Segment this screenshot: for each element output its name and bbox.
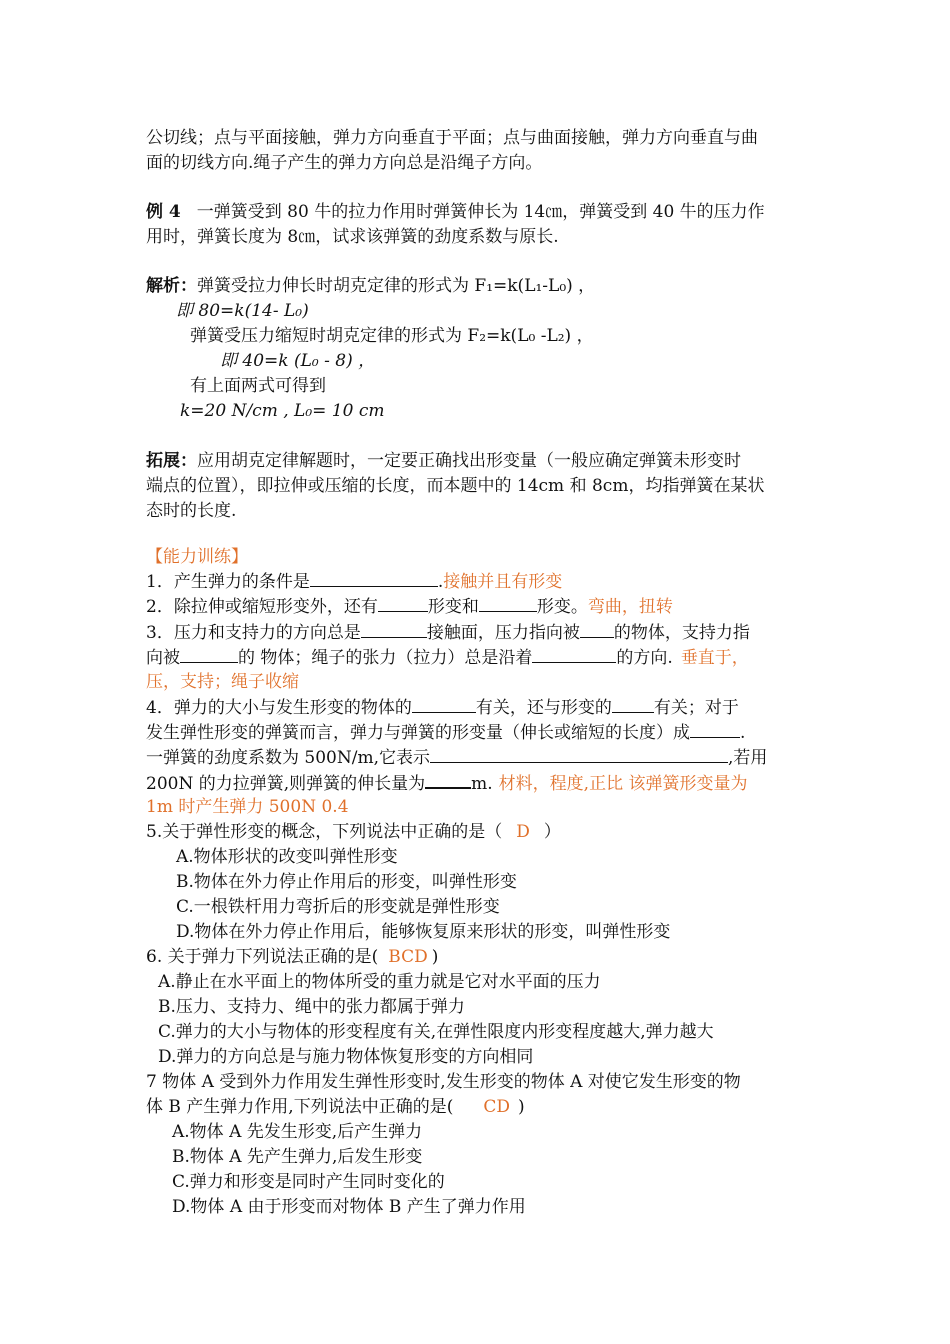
q1-answer: 接触并且有形变 bbox=[443, 572, 563, 592]
q2-answer: 弯曲，扭转 bbox=[587, 597, 673, 617]
q6-stem: 6. 关于弹力下列说法正确的是( bbox=[146, 947, 379, 967]
extension-line-2: 端点的位置），即拉伸或压缩的长度，而本题中的 14cm 和 8cm，均指弹簧在某状 bbox=[146, 476, 765, 496]
q6-option-c: C.弹力的大小与物体的形变程度有关,在弹性限度内形变程度越大,弹力越大 bbox=[158, 1022, 714, 1042]
q7-option-c: C.弹力和形变是同时产生同时变化的 bbox=[172, 1172, 445, 1192]
q4-text-h: m. bbox=[471, 774, 493, 794]
q2-text-a: 2．除拉伸或缩短形变外，还有 bbox=[146, 597, 378, 617]
q4-blank-3 bbox=[690, 720, 740, 738]
question-4-line-4 bbox=[146, 770, 747, 796]
question-3-line-2 bbox=[146, 645, 749, 670]
q5-option-b: B.物体在外力停止作用后的形变，叫弹性形变 bbox=[176, 872, 517, 892]
q4-text-g: 200N 的力拉弹簧,则弹簧的伸长量为 bbox=[146, 774, 426, 794]
q4-blank-2 bbox=[612, 695, 654, 713]
intro-line-2: 面的切线方向.绳子产生的弹力方向总是沿绳子方向。 bbox=[146, 153, 543, 173]
solution-line-4: 即 40=k (L₀ - 8) ， bbox=[220, 351, 376, 371]
question-6-stem bbox=[146, 945, 438, 969]
q7-close: ) bbox=[517, 1097, 525, 1117]
q4-text-b: 有关，还与形变的 bbox=[475, 698, 612, 718]
solution-line-6: k=20 N/cm , L₀= 10 cm bbox=[180, 401, 385, 421]
q7-answer: CD bbox=[483, 1097, 510, 1117]
q4-text-d: 发生弹性形变的弹簧而言，弹力与弹簧的形变量（伸长或缩短的长度）成 bbox=[146, 723, 690, 743]
solution-line-2: 即 80=k(14- L₀) bbox=[176, 301, 309, 321]
question-5-stem bbox=[146, 820, 561, 844]
solution-line-3: 弹簧受压力缩短时胡克定律的形式为 F₂=k(L₀ -L₂) ， bbox=[190, 326, 594, 346]
solution-line-1 bbox=[146, 274, 595, 298]
q4-answer-2: 1m 时产生弹力 500N 0.4 bbox=[146, 797, 349, 817]
example-4-line-2: 用时，弹簧长度为 8㎝，试求该弹簧的劲度系数与原长. bbox=[146, 227, 559, 247]
q6-close: ) bbox=[431, 947, 439, 967]
q3-answer-1: 垂直于， bbox=[680, 648, 749, 668]
question-2 bbox=[146, 594, 673, 619]
question-1 bbox=[146, 569, 562, 594]
q1-end: . bbox=[437, 572, 444, 592]
q4-blank-1 bbox=[412, 695, 476, 713]
solution-line-5: 有上面两式可得到 bbox=[190, 376, 326, 396]
question-7-stem bbox=[146, 1095, 525, 1119]
q6-option-a: A.静止在水平面上的物体所受的重力就是它对水平面的压力 bbox=[158, 972, 601, 992]
q3-text-f: 的方向. bbox=[616, 648, 673, 668]
example-text-1: 一弹簧受到 80 牛的拉力作用时弹簧伸长为 14㎝，弹簧受到 40 牛的压力作 bbox=[196, 202, 765, 222]
solution-text-1: 弹簧受拉力伸长时胡克定律的形式为 F₁=k(L₁-L₀) ， bbox=[197, 276, 596, 296]
q3-text-a: 3．压力和支持力的方向总是 bbox=[146, 623, 361, 643]
q3-text-c: 的物体，支持力指 bbox=[613, 623, 750, 643]
q3-blank-1 bbox=[361, 620, 427, 638]
intro-line-1: 公切线；点与平面接触，弹力方向垂直于平面；点与曲面接触，弹力方向垂直与曲 bbox=[146, 128, 758, 148]
question-7-line-1: 7 物体 A 受到外力作用发生弹性形变时,发生形变的物体 A 对使它发生形变的物 bbox=[146, 1072, 741, 1092]
q5-option-a: A.物体形状的改变叫弹性形变 bbox=[176, 847, 398, 867]
q6-option-d: D.弹力的方向总是与施力物体恢复形变的方向相同 bbox=[158, 1047, 534, 1067]
q4-text-c: 有关；对于 bbox=[653, 698, 739, 718]
q5-option-d: D.物体在外力停止作用后，能够恢复原来形状的形变，叫弹性形变 bbox=[176, 922, 671, 942]
q2-text-b: 形变和 bbox=[427, 597, 479, 617]
q4-text-f: ,若用 bbox=[727, 748, 768, 768]
q7-stem: 体 B 产生弹力作用,下列说法中正确的是( bbox=[146, 1097, 454, 1117]
q1-blank bbox=[310, 569, 438, 587]
q3-text-d: 向被 bbox=[146, 648, 180, 668]
question-4-line-3 bbox=[146, 745, 767, 770]
q6-option-b: B.压力、支持力、绳中的张力都属于弹力 bbox=[158, 997, 465, 1017]
q4-blank-5 bbox=[425, 770, 471, 789]
extension-text-1: 应用胡克定律解题时，一定要正确找出形变量（一般应确定弹簧未形变时 bbox=[197, 451, 741, 471]
extension-line-1 bbox=[146, 449, 741, 473]
q7-option-a: A.物体 A 先发生形变,后产生弹力 bbox=[172, 1122, 423, 1142]
q2-text-c: 形变。 bbox=[536, 597, 588, 617]
example-label: 例 4 bbox=[146, 202, 181, 222]
q6-answer: BCD bbox=[388, 947, 428, 967]
q4-blank-4 bbox=[430, 745, 728, 763]
q5-close: ） bbox=[543, 822, 561, 842]
example-4-line-1 bbox=[146, 200, 765, 224]
q4-answer-1: 材料，程度,正比 该弹簧形变量为 bbox=[498, 774, 748, 794]
training-header: 【能力训练】 bbox=[146, 547, 248, 567]
q3-blank-3 bbox=[180, 645, 238, 663]
q2-blank-2 bbox=[479, 594, 537, 612]
q5-option-c: C.一根铁杆用力弯折后的形变就是弹性形变 bbox=[176, 897, 500, 917]
q4-text-a: 4．弹力的大小与发生形变的物体的 bbox=[146, 698, 412, 718]
q3-answer-2: 压，支持；绳子收缩 bbox=[146, 672, 299, 692]
solution-label: 解析： bbox=[146, 276, 197, 296]
q5-stem: 5.关于弹性形变的概念，下列说法中正确的是（ bbox=[146, 822, 503, 842]
q7-option-d: D.物体 A 由于形变而对物体 B 产生了弹力作用 bbox=[172, 1197, 526, 1217]
q2-blank-1 bbox=[378, 594, 428, 612]
extension-line-3: 态时的长度. bbox=[146, 501, 237, 521]
q5-answer: D bbox=[516, 822, 530, 842]
question-3-line-1 bbox=[146, 620, 750, 645]
q3-blank-2 bbox=[580, 620, 614, 638]
q7-option-b: B.物体 A 先产生弹力,后发生形变 bbox=[172, 1147, 423, 1167]
question-4-line-2: 发生弹性形变的弹簧而言，弹力与弹簧的形变量（伸长或缩短的长度）成 . bbox=[146, 720, 745, 745]
q3-text-e: 的 物体；绳子的张力（拉力）总是沿着 bbox=[238, 648, 533, 668]
q3-text-b: 接触面，压力指向被 bbox=[426, 623, 580, 643]
question-4-line-1 bbox=[146, 695, 739, 720]
q1-text: 1．产生弹力的条件是 bbox=[146, 572, 310, 592]
extension-label: 拓展： bbox=[146, 451, 197, 471]
q4-text-e: 一弹簧的劲度系数为 500N/m,它表示 bbox=[146, 748, 430, 768]
q3-blank-4 bbox=[532, 645, 616, 663]
